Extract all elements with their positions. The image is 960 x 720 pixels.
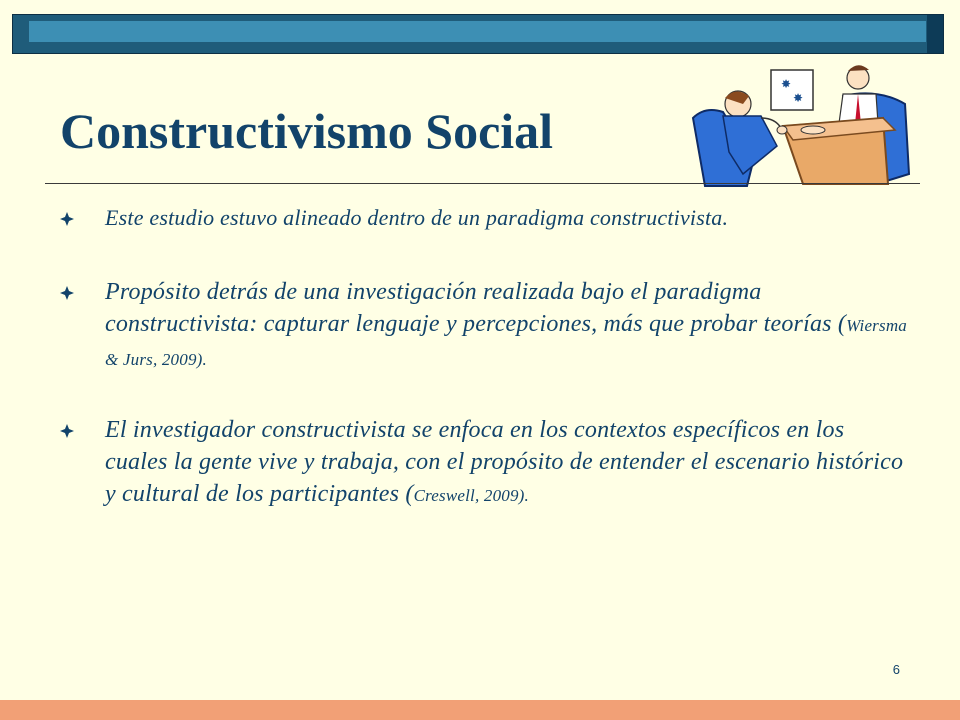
page-number: 6 <box>892 662 900 677</box>
bullet-item <box>60 202 910 234</box>
bullet-text: El investigador constructivista se enfoca en los contextos específicos en los cuales la gente vive y trabaja, con el propósito de entender el escenario histórico y cultural de los participantes ( <box>105 417 904 507</box>
four-petal-diamond-icon <box>60 424 74 438</box>
bottom-accent-bar <box>0 700 960 720</box>
top-banner-inner-stripe <box>29 21 926 42</box>
bullet-citation: Wiersma & Jurs, 2009). <box>105 316 907 369</box>
top-banner-bar <box>12 14 944 54</box>
two-people-meeting-at-desk-icon <box>683 56 918 188</box>
bullet-citation: Creswell, 2009). <box>413 486 529 505</box>
four-petal-diamond-icon <box>60 212 74 226</box>
bullet-text: Propósito detrás de una investigación realizada bajo el paradigma constructivista: capturar lenguaje y percepciones, más que probar teorías ( <box>105 279 847 337</box>
svg-text:✸: ✸ <box>781 77 792 91</box>
title-divider <box>45 183 920 184</box>
svg-text:✸: ✸ <box>793 91 804 105</box>
four-petal-diamond-icon <box>60 286 74 300</box>
slide-title: Constructivismo Social <box>60 103 554 159</box>
bullet-list <box>60 202 910 512</box>
bullet-item <box>60 414 910 512</box>
top-banner-end-block <box>927 15 943 53</box>
bullet-item <box>60 276 910 376</box>
bullet-text: Este estudio estuvo alineado dentro de un paradigma constructivista. <box>105 205 729 230</box>
